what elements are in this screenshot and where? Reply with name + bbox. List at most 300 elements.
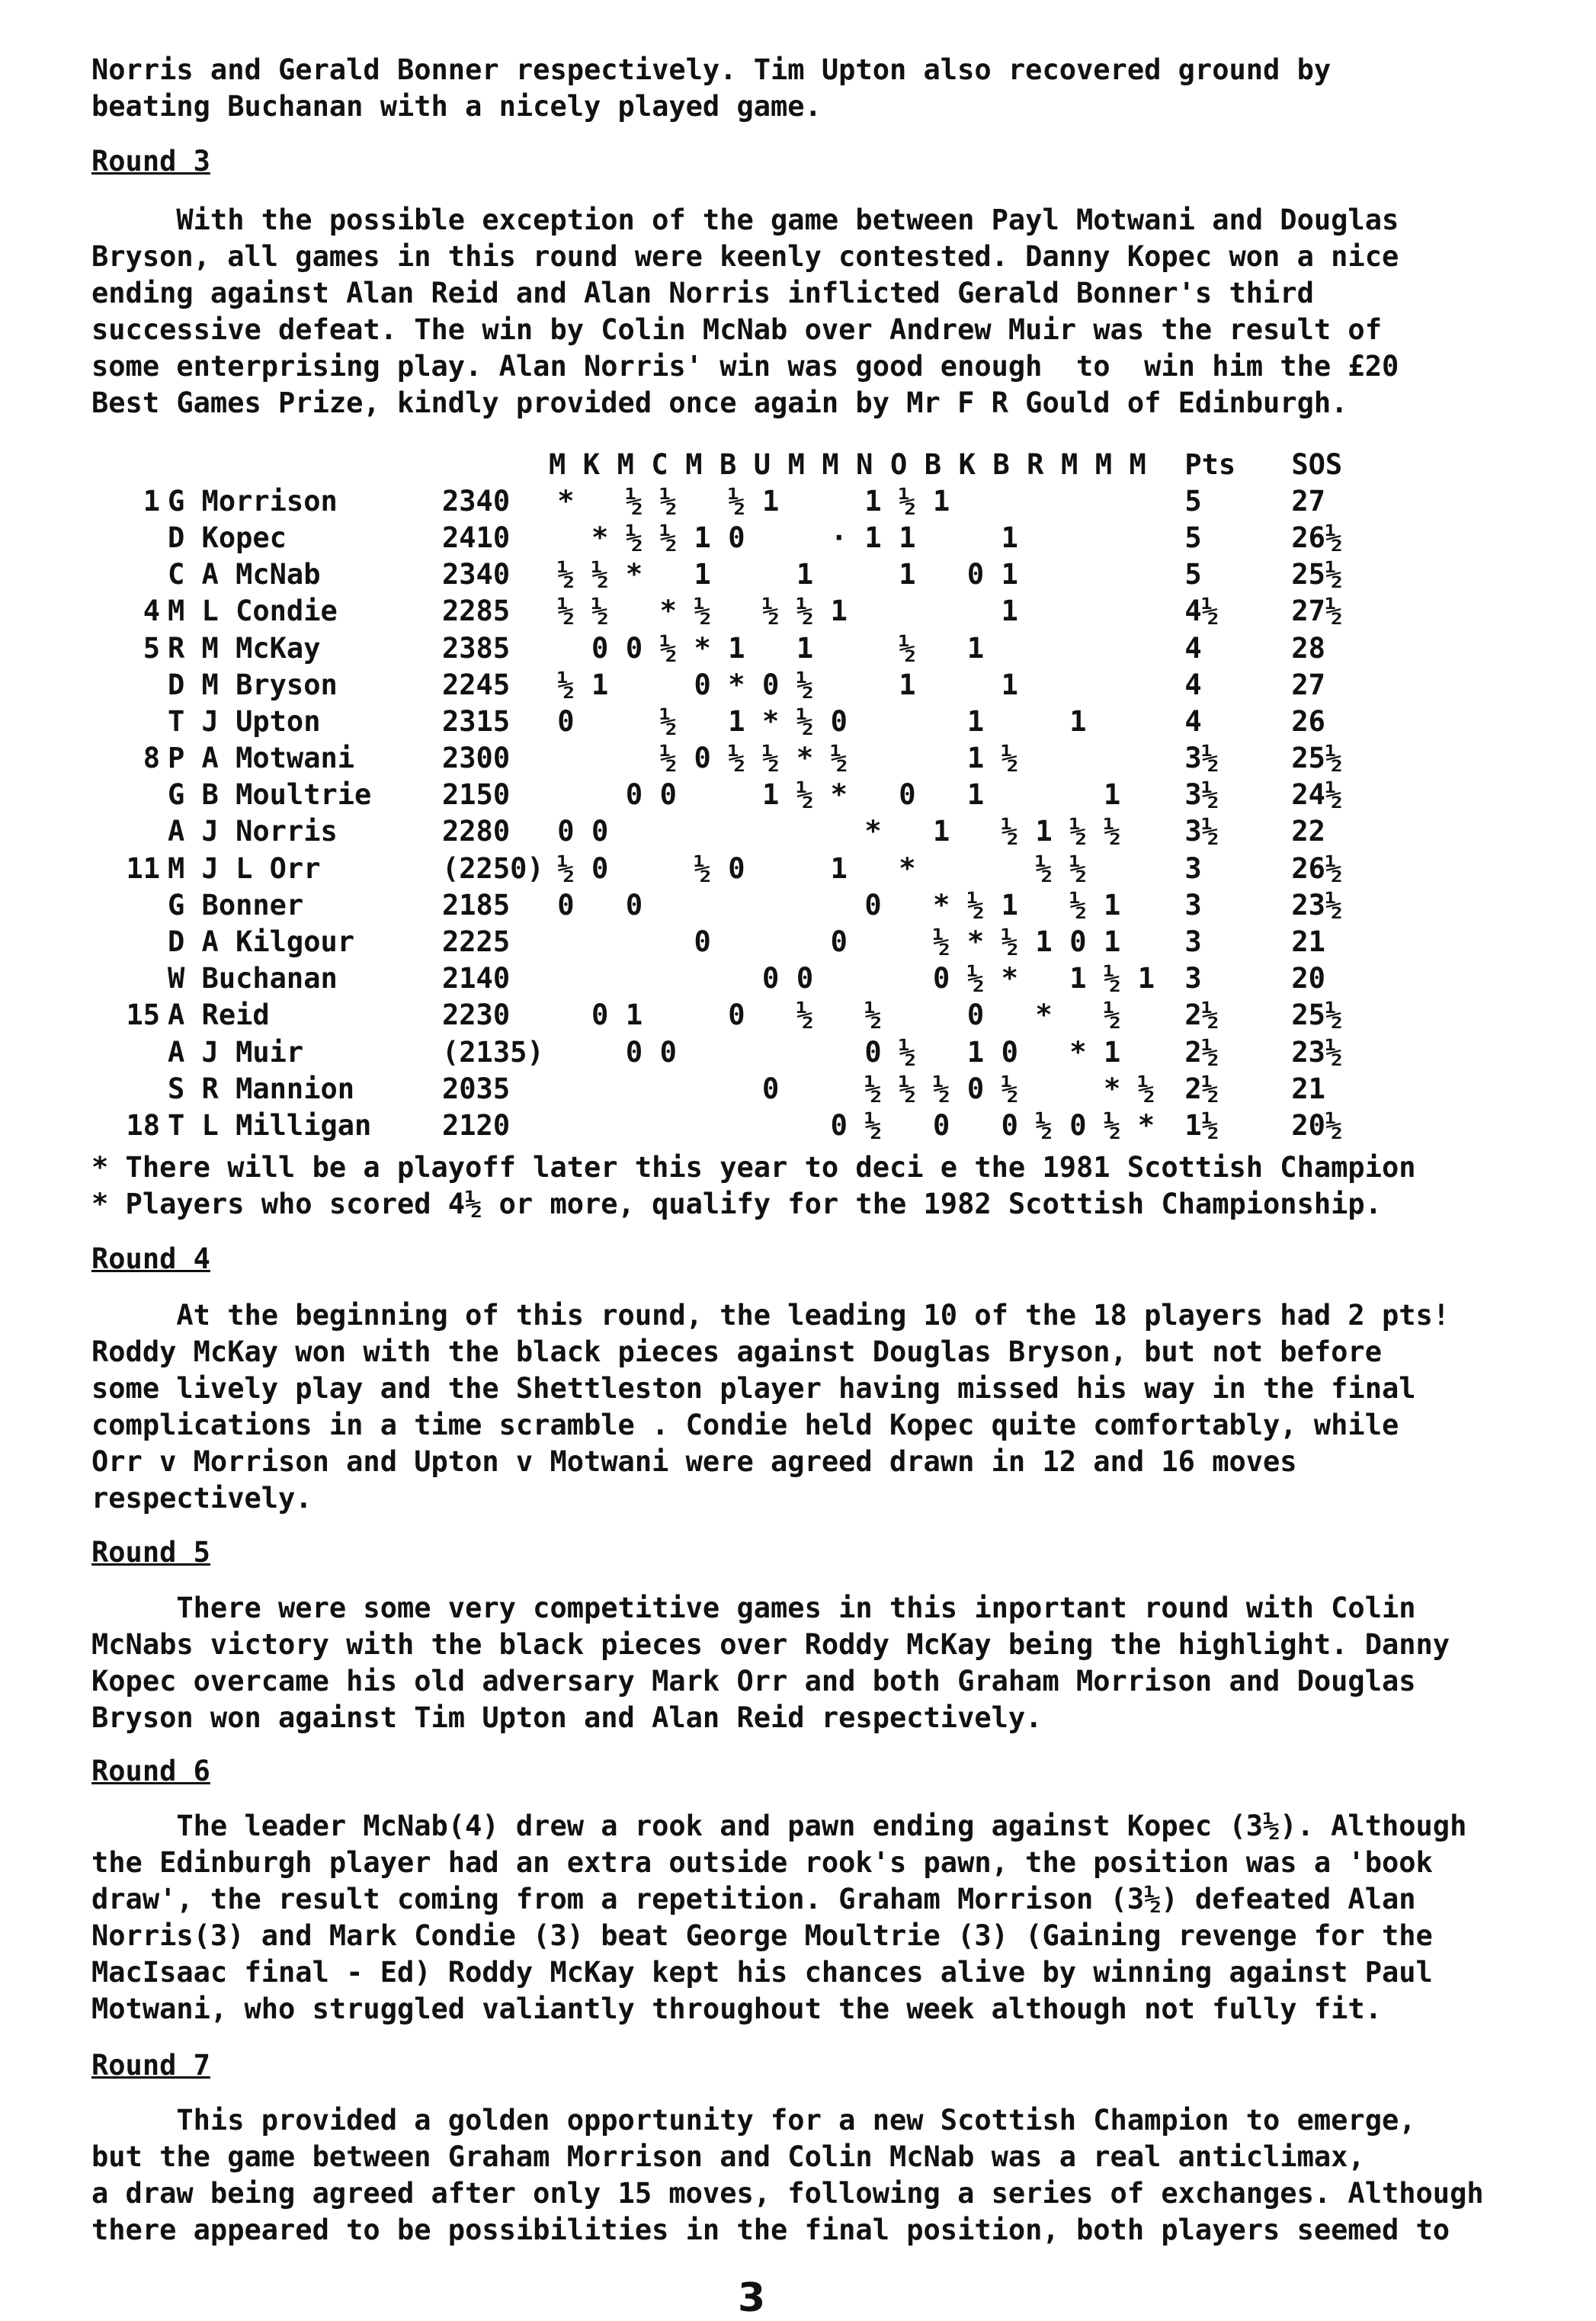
game-result: 0 — [557, 815, 575, 848]
text-line: Roddy McKay won with the black pieces against Douglas Bryson, but not before — [91, 1335, 1382, 1368]
game-result: * — [830, 778, 848, 812]
game-result: 0 — [625, 778, 643, 812]
game-result: ½ — [933, 925, 950, 959]
game-result: 1 — [1104, 925, 1121, 959]
game-result: 1 — [933, 484, 950, 518]
game-result — [617, 740, 652, 777]
game-result: 1 — [1069, 704, 1087, 738]
game-result — [959, 666, 993, 703]
round-7-heading: Round 7 — [91, 2049, 210, 2082]
player-sos: 26 — [1291, 704, 1325, 738]
game-result — [1130, 703, 1164, 739]
game-result: ½ — [694, 851, 711, 885]
game-result — [890, 886, 925, 923]
game-result — [1095, 666, 1130, 703]
game-result — [925, 703, 959, 739]
game-result: ½ — [796, 999, 814, 1032]
game-result: ½ — [591, 595, 609, 628]
game-result: 1 — [1104, 1035, 1121, 1069]
game-result: ½ — [864, 1072, 882, 1105]
game-result — [1130, 1034, 1164, 1070]
game-result: 0 — [796, 962, 814, 995]
game-result: ½ — [1035, 851, 1053, 885]
game-result: ½ — [728, 484, 745, 518]
game-result: 1 — [728, 631, 745, 665]
game-result — [1095, 630, 1130, 666]
player-points: 2½ — [1184, 1072, 1219, 1105]
game-result — [754, 1107, 788, 1143]
game-result — [1061, 593, 1095, 630]
player-rating: 2225 — [442, 925, 511, 959]
text-line: draw', the result coming from a repetition. Graham Morrison (3½) defeated Alan — [91, 1883, 1416, 1915]
game-result — [788, 1070, 822, 1107]
player-rating: 2280 — [442, 815, 511, 848]
game-result: * — [762, 704, 780, 738]
column-header: M — [549, 447, 566, 481]
text-line: the Edinburgh player had an extra outside rook's pawn, the position was a 'book — [91, 1846, 1433, 1879]
game-result: 0 — [694, 925, 711, 959]
text-line: There were some very competitive games in this inportant round with Colin — [91, 1592, 1416, 1624]
crosstable-row — [91, 1070, 1367, 1107]
game-result: ½ — [591, 558, 609, 591]
game-result — [617, 593, 652, 630]
game-result — [719, 1107, 754, 1143]
game-result — [651, 923, 685, 960]
game-result — [549, 519, 583, 556]
game-result: * — [933, 888, 950, 922]
game-result — [685, 1034, 719, 1070]
game-result — [754, 850, 788, 886]
game-result: ½ — [1035, 1108, 1053, 1142]
player-sos: 21 — [1291, 1072, 1325, 1105]
game-result — [1061, 777, 1095, 813]
game-result: ½ — [933, 1072, 950, 1105]
text-line: Norris and Gerald Bonner respectively. Tim Upton also recovered ground by — [91, 53, 1332, 86]
column-header: M — [1129, 447, 1146, 481]
crosstable — [91, 446, 1367, 1144]
game-result — [1095, 703, 1130, 739]
player-rating: (2250) — [442, 851, 544, 885]
game-result — [822, 960, 856, 997]
player-position — [91, 666, 168, 703]
game-result — [617, 813, 652, 850]
game-result — [754, 556, 788, 593]
player-sos: 21 — [1291, 925, 1325, 959]
game-result: 0 — [966, 558, 985, 591]
player-sos: 28 — [1291, 631, 1325, 665]
player-name: W Buchanan — [168, 962, 338, 995]
game-result: ½ — [557, 851, 575, 885]
game-result — [925, 850, 959, 886]
game-result: ½ — [557, 595, 575, 628]
game-result: ½ — [1001, 1072, 1018, 1105]
game-result: 1 — [1069, 962, 1087, 995]
game-result: ½ — [899, 1035, 916, 1069]
game-result: ½ — [899, 484, 916, 518]
game-result: * — [1001, 962, 1018, 995]
game-result — [925, 593, 959, 630]
player-position: 18 — [126, 1108, 160, 1142]
game-result — [754, 630, 788, 666]
player-rating: 2300 — [442, 742, 511, 775]
note-line: * Players who scored 4½ or more, qualify for the 1982 Scottish Championship. — [91, 1188, 1382, 1220]
game-result: ½ — [625, 484, 643, 518]
crosstable-row — [91, 886, 1367, 923]
player-name: S R Mannion — [168, 1072, 355, 1105]
game-result: ½ — [659, 704, 677, 738]
player-sos: 27 — [1291, 668, 1325, 701]
round-4-paragraph — [91, 1297, 1570, 1517]
game-result: 1 — [966, 631, 985, 665]
game-result: 0 — [728, 851, 745, 885]
game-result — [549, 777, 583, 813]
player-rating: 2185 — [442, 888, 511, 922]
game-result: 0 — [728, 521, 745, 554]
game-result — [856, 703, 890, 739]
game-result — [549, 960, 583, 997]
game-result: * — [694, 631, 711, 665]
game-result: 1 — [899, 521, 916, 554]
player-sos: 25½ — [1291, 999, 1343, 1032]
game-result: 1 — [864, 484, 882, 518]
game-result — [1095, 482, 1130, 519]
player-points: 2½ — [1184, 999, 1219, 1032]
game-result: 0 — [625, 1035, 643, 1069]
game-result — [617, 703, 652, 739]
game-result: 1 — [762, 484, 780, 518]
player-points: 1½ — [1184, 1108, 1219, 1142]
game-result — [890, 923, 925, 960]
player-sos: 23½ — [1291, 888, 1343, 922]
game-result: ½ — [557, 668, 575, 701]
game-result: ½ — [1001, 815, 1018, 848]
player-name: D A Kilgour — [168, 925, 355, 959]
game-result: ½ — [864, 999, 882, 1032]
text-line: some enterprising play. Alan Norris' win was good enough to win him the £20 — [91, 350, 1399, 383]
game-result — [583, 1034, 617, 1070]
game-result: 1 — [1001, 595, 1018, 628]
game-result: ½ — [1001, 925, 1018, 959]
game-result: 0 — [659, 778, 677, 812]
game-result: 0 — [659, 1035, 677, 1069]
text-line: successive defeat. The win by Colin McNab over Andrew Muir was the result of — [91, 313, 1382, 346]
player-position: 11 — [126, 851, 160, 885]
game-result: 1 — [966, 778, 985, 812]
column-header: M — [822, 447, 839, 481]
game-result: 1 — [966, 704, 985, 738]
player-sos: 25½ — [1291, 742, 1343, 775]
text-line: At the beginning of this round, the leading 10 of the 18 players had 2 pts! — [91, 1299, 1450, 1332]
game-result — [1027, 703, 1061, 739]
crosstable-row — [91, 740, 1367, 777]
game-result: 0 — [1069, 1108, 1087, 1142]
game-result — [583, 886, 617, 923]
game-result — [1027, 556, 1061, 593]
column-header: M — [617, 447, 634, 481]
player-position: 4 — [143, 595, 160, 628]
pts-header: Pts — [1184, 447, 1236, 481]
text-line: MacIsaac final - Ed) Roddy McKay kept his chances alive by winning against Paul — [91, 1956, 1433, 1989]
game-result — [992, 777, 1027, 813]
game-result — [719, 923, 754, 960]
player-points: 2½ — [1184, 1035, 1219, 1069]
game-result — [685, 997, 719, 1034]
game-result — [754, 997, 788, 1034]
game-result: 1 — [1035, 815, 1053, 848]
crosstable-row — [91, 1107, 1367, 1143]
game-result — [549, 630, 583, 666]
game-result: 1 — [1001, 668, 1018, 701]
column-header: R — [1027, 447, 1044, 481]
game-result: 0 — [864, 888, 882, 922]
text-line: McNabs victory with the black pieces over Roddy McKay being the highlight. Danny — [91, 1628, 1450, 1661]
game-result: 1 — [796, 558, 814, 591]
game-result: ½ — [1069, 815, 1087, 848]
game-result: 0 — [625, 888, 643, 922]
column-header: B — [992, 447, 1010, 481]
game-result — [549, 923, 583, 960]
game-result: ½ — [659, 742, 677, 775]
game-result — [549, 1070, 583, 1107]
game-result: * — [659, 595, 677, 628]
round-3-heading: Round 3 — [91, 145, 210, 178]
player-position: 8 — [143, 742, 160, 775]
game-result — [992, 997, 1027, 1034]
game-result: ½ — [864, 1108, 882, 1142]
game-result — [822, 556, 856, 593]
game-result — [685, 1070, 719, 1107]
game-result — [719, 813, 754, 850]
text-line: ending against Alan Reid and Alan Norris inflicted Gerald Bonner's third — [91, 277, 1314, 309]
game-result — [856, 630, 890, 666]
game-result — [788, 850, 822, 886]
game-result: ½ — [1104, 815, 1121, 848]
game-result: 0 — [966, 1072, 985, 1105]
game-result — [754, 886, 788, 923]
game-result — [685, 482, 719, 519]
column-header: M — [1094, 447, 1113, 481]
sos-header: SOS — [1291, 447, 1343, 481]
player-sos: 26½ — [1291, 851, 1343, 885]
game-result — [719, 777, 754, 813]
player-points: 3 — [1184, 962, 1202, 995]
player-points: 5 — [1184, 521, 1202, 554]
game-result: 0 — [933, 962, 950, 995]
player-sos: 23½ — [1291, 1035, 1343, 1069]
column-header: M — [685, 447, 703, 481]
game-result: 1 — [796, 631, 814, 665]
game-result: 0 — [1001, 1108, 1018, 1142]
game-result — [549, 1107, 583, 1143]
game-result — [890, 997, 925, 1034]
player-position: 1 — [143, 484, 160, 518]
game-result: * — [1069, 1035, 1087, 1069]
player-sos: 25½ — [1291, 558, 1343, 591]
player-rating: 2285 — [442, 595, 511, 628]
game-result — [1130, 777, 1164, 813]
game-result — [583, 482, 617, 519]
text-line: respectively. — [91, 1482, 312, 1515]
crosstable-row — [91, 997, 1367, 1034]
game-result: 1 — [591, 668, 609, 701]
game-result — [959, 593, 993, 630]
game-result — [822, 886, 856, 923]
game-result: 1 — [1001, 521, 1018, 554]
game-result: ½ — [1104, 999, 1121, 1032]
game-result — [788, 813, 822, 850]
player-rating: 2385 — [442, 631, 511, 665]
game-result: * — [899, 851, 916, 885]
game-result — [890, 813, 925, 850]
game-result — [1130, 997, 1164, 1034]
game-result: 0 — [966, 999, 985, 1032]
round-5-heading: Round 5 — [91, 1536, 210, 1569]
crosstable-row — [91, 1034, 1367, 1070]
game-result: 0 — [694, 668, 711, 701]
text-line: Bryson, all games in this round were keenly contested. Danny Kopec won a nice — [91, 240, 1399, 273]
game-result: ½ — [966, 888, 985, 922]
game-result — [1130, 813, 1164, 850]
game-result — [992, 482, 1027, 519]
player-name: M J L Orr — [168, 851, 321, 885]
round-5-paragraph — [91, 1590, 1570, 1736]
player-name: D Kopec — [168, 521, 287, 554]
game-result: ½ — [694, 595, 711, 628]
player-points: 3½ — [1184, 778, 1219, 812]
game-result — [583, 740, 617, 777]
text-line: Best Games Prize, kindly provided once again by Mr F R Gould of Edinburgh. — [91, 386, 1348, 419]
game-result — [685, 777, 719, 813]
game-result: 0 — [694, 742, 711, 775]
game-result: ½ — [659, 484, 677, 518]
game-result: ½ — [830, 742, 848, 775]
player-sos: 24½ — [1291, 778, 1343, 812]
text-line: Norris(3) and Mark Condie (3) beat George Moultrie (3) (Gaining revenge for the — [91, 1919, 1433, 1952]
player-name: G Bonner — [168, 888, 304, 922]
crosstable-header-row — [91, 446, 1367, 482]
game-result — [925, 630, 959, 666]
game-result — [754, 923, 788, 960]
text-line: The leader McNab(4) drew a rook and pawn ending against Kopec (3½). Although — [91, 1810, 1467, 1842]
game-result — [959, 1107, 993, 1143]
game-result: 1 — [1001, 558, 1018, 591]
game-result: ½ — [1104, 1108, 1121, 1142]
game-result — [719, 1070, 754, 1107]
game-result: 1 — [625, 999, 643, 1032]
crosstable-row — [91, 923, 1367, 960]
text-line: a draw being agreed after only 15 moves, following a series of exchanges. Although — [91, 2177, 1484, 2210]
text-line: beating Buchanan with a nicely played game. — [91, 90, 822, 123]
crosstable-row — [91, 960, 1367, 997]
game-result — [856, 556, 890, 593]
game-result — [822, 1070, 856, 1107]
game-result — [1061, 556, 1095, 593]
round-6-paragraph — [91, 1808, 1570, 2028]
game-result — [856, 666, 890, 703]
text-line: Kopec overcame his old adversary Mark Orr and both Graham Morrison and Douglas — [91, 1665, 1416, 1697]
game-result: 0 — [625, 631, 643, 665]
note-line: * There will be a playoff later this year to deci e the 1981 Scottish Champion — [91, 1151, 1416, 1184]
game-result: 1 — [762, 778, 780, 812]
game-result: * — [1104, 1072, 1121, 1105]
player-rating: 2150 — [442, 778, 511, 812]
game-result — [788, 519, 822, 556]
text-line: This provided a golden opportunity for a new Scottish Champion to emerge, — [91, 2104, 1416, 2137]
game-result: 0 — [762, 668, 780, 701]
game-result — [856, 593, 890, 630]
game-result: 0 — [591, 851, 609, 885]
game-result — [685, 813, 719, 850]
game-result: ½ — [1137, 1072, 1155, 1105]
notes — [91, 1149, 1416, 1223]
column-header: C — [651, 447, 668, 481]
game-result: 1 — [966, 742, 985, 775]
game-result — [617, 850, 652, 886]
game-result: ½ — [1069, 888, 1087, 922]
player-name: C A McNab — [168, 558, 321, 591]
crosstable-row — [91, 813, 1367, 850]
game-result: 0 — [830, 704, 848, 738]
player-position — [91, 556, 168, 593]
game-result — [1027, 630, 1061, 666]
player-sos: 20½ — [1291, 1108, 1343, 1142]
player-position — [91, 1034, 168, 1070]
game-result — [1061, 1070, 1095, 1107]
game-result — [992, 850, 1027, 886]
game-result — [992, 703, 1027, 739]
game-result — [1061, 997, 1095, 1034]
game-result — [822, 997, 856, 1034]
player-name: D M Bryson — [168, 668, 338, 701]
game-result: 1 — [1104, 778, 1121, 812]
game-result — [1130, 482, 1164, 519]
player-position — [91, 960, 168, 997]
game-result: ½ — [796, 704, 814, 738]
player-sos: 27 — [1291, 484, 1325, 518]
game-result — [651, 1107, 685, 1143]
player-sos: 26½ — [1291, 521, 1343, 554]
game-result — [925, 666, 959, 703]
game-result: 0 — [557, 704, 575, 738]
game-result — [1027, 740, 1061, 777]
player-name: A J Norris — [168, 815, 338, 848]
column-header: N — [856, 447, 873, 481]
text-line: some lively play and the Shettleston player having missed his way in the final — [91, 1372, 1416, 1405]
player-rating: (2135) — [442, 1035, 544, 1069]
game-result — [617, 666, 652, 703]
game-result — [1095, 519, 1130, 556]
player-rating: 2340 — [442, 558, 511, 591]
game-result — [925, 997, 959, 1034]
game-result — [1061, 666, 1095, 703]
player-position: 15 — [126, 999, 160, 1032]
game-result — [651, 1070, 685, 1107]
game-result: 1 — [728, 704, 745, 738]
game-result — [856, 960, 890, 997]
game-result: 0 — [762, 1072, 780, 1105]
player-rating: 2035 — [442, 1072, 511, 1105]
game-result: 1 — [933, 815, 950, 848]
player-name: P A Motwani — [168, 742, 355, 775]
column-header: B — [924, 447, 942, 481]
game-result — [1130, 666, 1164, 703]
game-result: ½ — [796, 595, 814, 628]
game-result — [856, 923, 890, 960]
game-result — [651, 556, 685, 593]
game-result: * — [1035, 999, 1053, 1032]
game-result — [549, 997, 583, 1034]
crosstable-row — [91, 556, 1367, 593]
